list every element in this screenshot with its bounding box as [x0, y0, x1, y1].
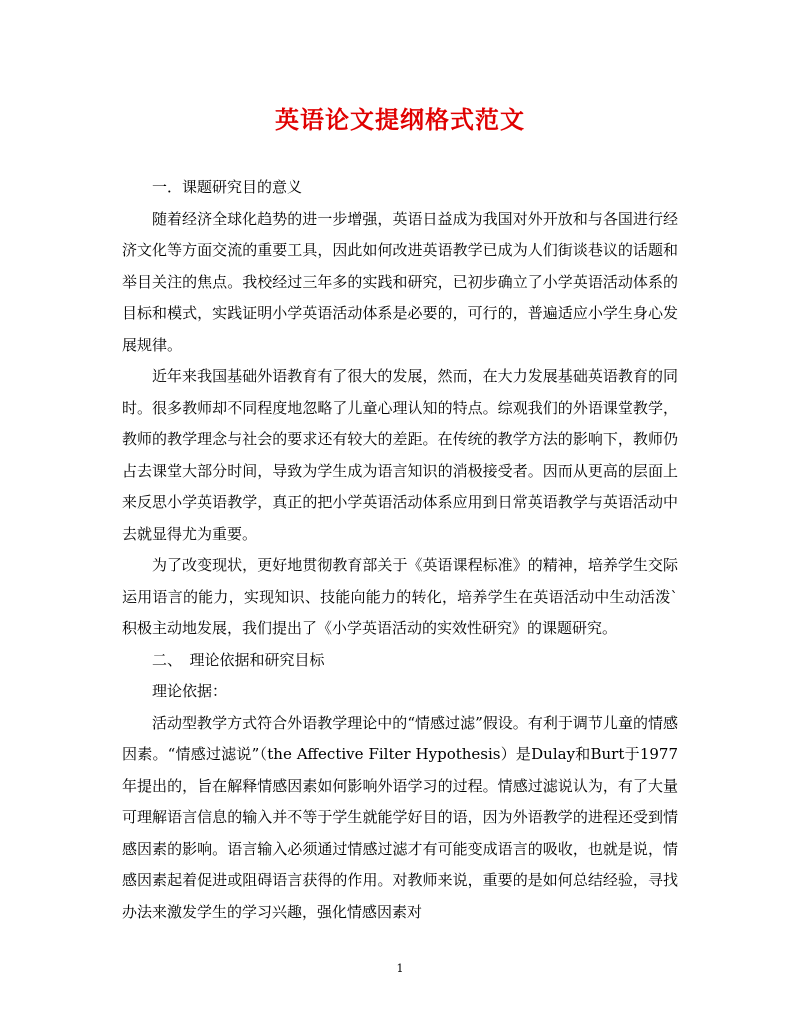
paragraph-1: 随着经济全球化趋势的进一步增强，英语日益成为我国对外开放和与各国进行经济文化等方面交流的重要工具，因此如何改进英语教学已成为人们街谈巷议的话题和举目关注的焦点。我校经过三年多的实践和研究，已初步确立了小学英语活动体系的目标和模式，实践证明小学英语活动体系是必要的，可行的，普遍适应小学生身心发展规律。	[122, 209, 678, 354]
section-heading-1: 一．课题研究目的意义	[152, 178, 303, 196]
paragraph-3: 为了改变现状，更好地贯彻教育部关于《英语课程标准》的精神，培养学生交际运用语言的能力，实现知识、技能向能力的转化，培养学生在英语活动中生动活泼`积极主动地发展，我们提出了《小学英语活动的实效性研究》的课题研究。	[122, 556, 678, 637]
page-number: 1	[396, 962, 404, 975]
section-heading-2: 二、 理论依据和研究目标	[152, 650, 325, 669]
paragraph-4: 活动型教学方式符合外语教学理论中的“情感过滤”假设。有利于调节儿童的情感因素。“情感过滤说”（the Affective Filter Hypothesis）是Dulay和Burt于1977年提出的，旨在解释情感因素如何影响外语学习的过程。情感过滤说认为，有了大量可理解语言信息的输入并不等于学生就能学好目的语，因为外语教学的进程还受到情感因素的影响。语言输入必须通过情感过滤才有可能变成语言的吸收，也就是说，情感因素起着促进或阻碍语言获得的作用。对教师来说，重要的是如何总结经验，寻找办法来激发学生的学习兴趣，强化情感因素对	[122, 713, 678, 921]
document-body	[122, 172, 678, 928]
paragraph-2: 近年来我国基础外语教育有了很大的发展，然而，在大力发展基础英语教育的同时。很多教师却不同程度地忽略了儿童心理认知的特点。综观我们的外语课堂教学，教师的教学理念与社会的要求还有较大的差距。在传统的教学方法的影响下，教师仍占去课堂大部分时间，导致为学生成为语言知识的消极接受者。因而从更高的层面上来反思小学英语教学，真正的把小学英语活动体系应用到日常英语教学与英语活动中去就显得尤为重要。	[122, 367, 678, 543]
subheading-theory-basis: 理论依据：	[152, 682, 228, 700]
document-title: 英语论文提纲格式范文	[275, 105, 525, 134]
